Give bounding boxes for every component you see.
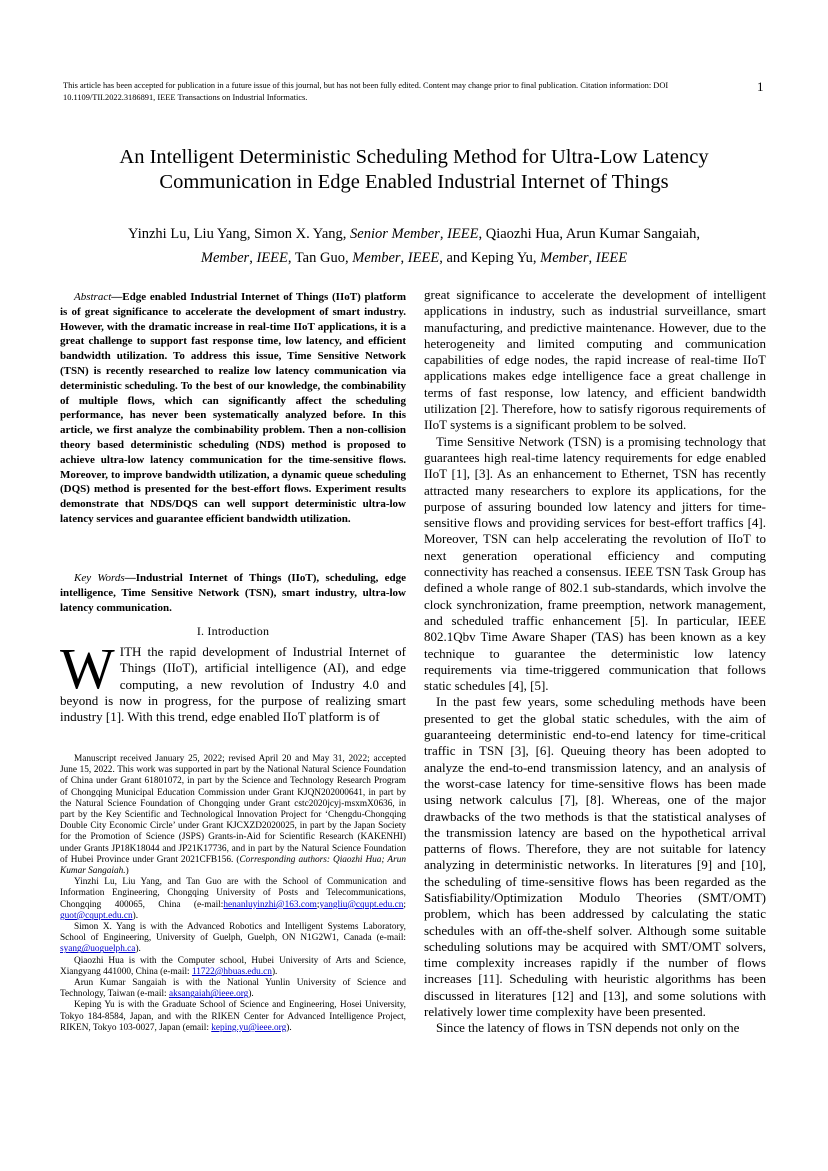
abstract-text: —Edge enabled Industrial Internet of Things (IIoT) platform is of great significance to accelerate the development of smart industry. However, with the dramatic increase in real-time IIoT applications, it is a great challenge to support fast response time, low latency, and efficient bandwidth utilization. To address this issue, Time Sensitive Network (TSN) is recently researched to realize low latency communication via deterministic scheduling. To the best of our knowledge, the combinability of multiple flows, which can significantly affect the scheduling performance, has never been systematically analyzed before. In this article, we first analyze the combinability problem. Then a non-collision theory based deterministic scheduling (NDS) method is proposed to achieve ultra-low latency communication for the time-sensitive flows. Moreover, to improve bandwidth utilization, a dynamic queue scheduling (DQS) method is presented for the best-effort flows. Experiment results demonstrate that NDS/DQS can well support deterministic ultra-low latency services and guarantee efficient bandwidth utilization. (60, 291, 406, 525)
body-paragraph: great significance to accelerate the development of intelligent applications in industry, such as industrial surveillance, smart manufacturing, and predictive maintenance. However, due to the heterogeneity and limited computing and communication capabilities of edge nodes, the rapid increase of real-time IIoT applications makes edge intelligence face a great challenge in terms of fast response, low latency, and efficient bandwidth utilization [2]. Therefore, how to satisfy rigorous requirements of IIoT systems is a significant problem to be solved. (424, 287, 766, 433)
author-membership: IEEE (595, 250, 628, 266)
footnote-affiliation-1 (60, 877, 406, 922)
author-membership: IEEE (447, 226, 479, 242)
author-text: Yinzhi Lu, Liu Yang, Simon X. Yang, (128, 226, 351, 242)
footnote-text: Keping Yu is with the Graduate School of Science and Engineering, Hosei University, Tokyo 184-8584, Japan, and with the RIKEN Center for Advanced Intelligence Project, RIKEN, Tokyo 103-0027, Japan (email: (60, 1000, 406, 1033)
footnote-text: ; (403, 899, 406, 910)
author-membership: Senior Member (350, 226, 440, 242)
author-text: , Tan Guo, (287, 250, 353, 266)
body-paragraph: Since the latency of flows in TSN depends not only on the (436, 1020, 740, 1036)
author-membership: Member (540, 250, 589, 266)
author-membership: IEEE (256, 250, 288, 266)
email-link[interactable]: henanluyinzhi@163.com (223, 899, 317, 910)
footnote-text: ) (125, 866, 129, 877)
paper-title (40, 145, 788, 195)
footnote-affiliation-4 (60, 978, 406, 1000)
author-text: , (439, 226, 448, 242)
email-link[interactable]: 11722@hbuas.edu.cn (191, 966, 272, 977)
email-link[interactable]: yangliu@cqupt.edu.cn (319, 899, 404, 910)
body-paragraph: Time Sensitive Network (TSN) is a promising technology that guarantees high real-time latency requirements for edge enabled IIoT [1], [3]. As an enhancement to Ethernet, TSN has recently attracted many researchers to explore its applications, for the purpose of assuring bounded low latency and jitters for time-sensitive flows and providing services for best-effort traffics [4]. Moreover, TSN can help accelerating the revolution of IIoT to next generation operational efficiency and computing connectivity has reached a consensus. IEEE TSN Task Group has defined a whole range of 802.1 sub-standards, which involve the clock synchronization, frame preemption, network management, and scheduled traffic enhancement [5]. In particular, IEEE 802.1Qbv Time Aware Shaper (TAS) has been known as a key technique to guarantee the deterministic low latency requirements via time-triggered communication that follows static schedules [4], [5]. (424, 433, 766, 694)
footnote-text: Qiaozhi Hua is with the Computer school, Hubei University of Arts and Science, Xiangyang 441000, China (e-mail: (60, 955, 406, 977)
body-paragraph: In the past few years, some scheduling methods have been presented to get the global static schedules, with the aim of guaranteeing deterministic end-to-end latency for time-critical traffic in TSN [3], [6]. Queuing theory has been adopted to analyze the end-to-end transmission latency, and an analysis of the worst-case latency for time-sensitive flows has been made using network calculus [7], [8]. Whereas, one of the major drawbacks of the two methods is that the statistical analyses of the transmission latency are based on the hypothetical arrival patterns of flows. Therefore, they are not suitable for latency analyzing in deterministic networks. In literatures [9] and [10], the scheduling of time-sensitive flows has been regarded as the Satisfiability/Optimization Modulo Theories (SMT/OMT) problem, which has been addressed by calculating the static schedules with an off-the-shelf solver. Although some suitable scheduling solutions may be acquired with SMT/OMT solvers, time complexity increases rapidly if the number of flows increases [11]. Scheduling with heuristic algorithms has been discussed in literatures [12] and [13], and some solutions with relatively lower time complexity have been presented. (424, 694, 766, 1020)
footnote-manuscript (60, 754, 406, 877)
keywords-text: —Industrial Internet of Things (IIoT), scheduling, edge intelligence, Time Sensitive Network (TSN), smart industry, ultra-low latency communication. (60, 572, 406, 614)
footnote-text: ). (132, 910, 139, 921)
footnote-text: Arun Kumar Sangaiah is with the National Yunlin University of Science and Technology, Taiwan (e-mail: (60, 978, 406, 1000)
footnote-text: Yinzhi Lu, Liu Yang, and Tan Guo are with the School of Communication and Information Engineering, Chongqing University of Posts and Telecommunications, Chongqing 400065, China (e-mail: (60, 877, 406, 910)
keywords (60, 571, 406, 615)
title-line-1: An Intelligent Deterministic Scheduling Method for Ultra-Low Latency (119, 146, 709, 168)
email-link[interactable]: syang@uoguelph.ca (60, 944, 136, 955)
corresponding-authors: Corresponding authors: Qiaozhi Hua; Arun Kumar Sangaiah. (60, 854, 406, 877)
author-membership: IEEE (407, 250, 440, 266)
introduction-text (60, 636, 406, 725)
author-text: , (400, 250, 408, 266)
footnote-affiliation-5 (60, 1000, 406, 1034)
email-link[interactable]: guot@cqupt.edu.cn (60, 910, 133, 921)
footnote-text: ). (286, 1022, 292, 1033)
footnote-affiliation-3 (60, 956, 406, 978)
title-line-2: Communication in Edge Enabled Industrial Internet of Things (159, 171, 669, 193)
page-number: 1 (757, 79, 764, 94)
author-line-2 (40, 246, 788, 270)
intro-paragraph: ITH the rapid development of Industrial Internet of Things (IIoT), artificial intelligence (AI), and edge computing, a new revolution of Industry 4.0 and beyond is now in progress, for the purpose of realizing smart industry [1]. With this trend, edge enabled IIoT platform is of (60, 644, 406, 725)
author-text: , Qiaozhi Hua, Arun Kumar Sangaiah, (478, 226, 700, 242)
author-text: , (588, 250, 596, 266)
right-column-text (424, 287, 766, 1037)
author-membership: Member (352, 250, 401, 266)
email-link[interactable]: aksangaiah@ieee.org (168, 989, 249, 1000)
footnote-text: Simon X. Yang is with the Advanced Robotics and Intelligent Systems Laboratory, School of Engineering, University of Guelph, Guelph, ON N1G2W1, Canada (e-mail: (60, 922, 406, 944)
section-heading-introduction: I. Introduction (196, 624, 270, 638)
keywords-label: Key Words (74, 572, 125, 584)
author-list (40, 222, 788, 270)
author-membership: Member (200, 250, 250, 266)
author-text: , (249, 250, 257, 266)
footnote-text: Manuscript received January 25, 2022; revised April 20 and May 31, 2022; accepted June 15, 2022. This work was supported in part by the National Natural Science Foundation of China under Grant 61801072, in part by the Science and Technology Research Program of Chongqing Municipal Education Commission under Grant KJQN202000641, in part by the Natural Science Foundation of Chongqing under Grant cstc2020jcyj-msxmX0636, in part by the Key Scientific and Technological Innovation Project for ‘Chengdu-Chongqing Double City Economic Circle’ under Grant KJCXZD2020025, in part by the Japan Society for the Promotion of Science (JSPS) Grants-in-Aid for Scientific Research (KAKENHI) under Grants JP18K18044 and JP21K17736, and in part by the Natural Science Foundation of Hubei Province under Grant 2021CFB156. ( (60, 754, 406, 865)
footnote-affiliation-2 (60, 922, 406, 956)
abstract-label: Abstract (74, 291, 112, 303)
email-link[interactable]: keping.yu@ieee.org (211, 1022, 287, 1033)
footnote-text: ). (271, 966, 278, 977)
footnotes (60, 754, 406, 1034)
drop-cap: W (60, 636, 115, 701)
author-text: , and Keping Yu, (439, 250, 541, 266)
author-line-1 (40, 222, 788, 246)
publication-notice: This article has been accepted for publication in a future issue of this journal, but has not been fully edited. Content may change prior to final publication. Citation information: DOI 10.1109/TII.2022.3186891, IEEE Transactions on Industrial Informatics. (63, 81, 669, 102)
footnote-text: ). (248, 989, 254, 1000)
footnote-text: ; (316, 899, 320, 910)
footnote-text: ). (135, 944, 141, 955)
abstract (60, 290, 406, 527)
